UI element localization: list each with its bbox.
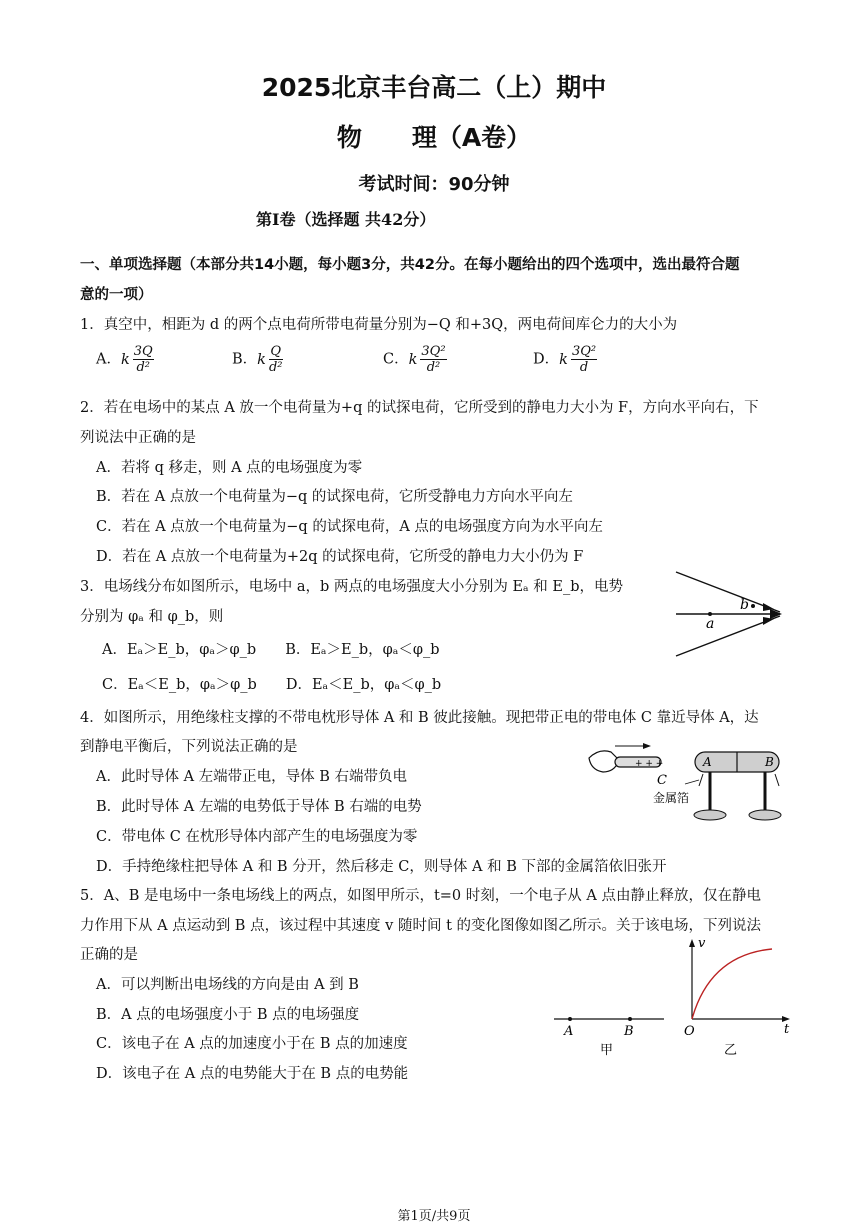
q5-stem-line2: 力作用下从 A 点运动到 B 点，该过程中其速度 v 随时间 t 的变化图像如图乙所示。关于该电场，下列说法 [80, 918, 762, 934]
q4-stem-line1: 4．如图所示，用绝缘柱支撑的不带电枕形导体 A 和 B 彼此接触。现把带正电的带电体 C 靠近导体 A，达 [80, 710, 759, 726]
arrow-right-icon [643, 743, 651, 749]
q1-option-b: B．k $\frac{Q}{\text{d²}}$ [232, 344, 283, 375]
q5-option-b: B．A 点的电场强度小于 B 点的电场强度 [96, 1007, 360, 1023]
post-base [749, 810, 781, 820]
section-heading-line2: 意的一项） [80, 287, 153, 303]
foil-right [775, 774, 779, 786]
q4-option-a: A．此时导体 A 左端带正电，导体 B 右端带负电 [96, 769, 408, 785]
q2-option-c: C．若在 A 点放一个电荷量为−q 的试探电荷，A 点的电场强度方向为水平向左 [96, 519, 603, 535]
volume-heading: 第Ⅰ卷（选择题 共42分） [256, 210, 436, 229]
q5-stem-line1: 5．A、B 是电场中一条电场线上的两点，如图甲所示，t=0 时刻，一个电子从 A 点由静止释放，仅在静电 [80, 888, 761, 904]
q3-stem-line2: 分别为 φₐ 和 φ_b，则 [80, 609, 224, 625]
label-yi: 乙 [724, 1043, 738, 1058]
q5-option-c: C．该电子在 A 点的加速度小于在 B 点的加速度 [96, 1036, 408, 1052]
plus-signs: + + + [635, 759, 664, 769]
q1-option-c: C．k $\frac{\text{3Q²}}{\text{d²}}$ [383, 344, 446, 375]
q4-option-c: C．带电体 C 在枕形导体内部产生的电场强度为零 [96, 829, 418, 845]
axis-t: t [784, 1022, 790, 1037]
q5-stem-line3: 正确的是 [80, 947, 138, 963]
label-B: B [765, 755, 774, 769]
label-a: a [706, 616, 715, 632]
q2-stem-line1: 2．若在电场中的某点 A 放一个电荷量为+q 的试探电荷，它所受到的静电力大小为 F，方向水平向右，下 [80, 400, 759, 416]
label-jia: 甲 [600, 1043, 614, 1058]
label-A: A [564, 1024, 574, 1039]
label-b: b [740, 597, 749, 613]
q3-options-row1: A．Eₐ＞E_b，φₐ＞φ_b B．Eₐ＞E_b，φₐ＜φ_b [102, 642, 440, 658]
q1-stem: 1．真空中，相距为 d 的两个点电荷所带电荷量分别为−Q 和+3Q，两电荷间库仑力的大小为 [80, 317, 678, 333]
exam-title: 2025北京丰台高二（上）期中 [261, 73, 607, 102]
q4-option-b: B．此时导体 A 左端的电势低于导体 B 右端的电势 [96, 799, 422, 815]
q5-figure [550, 935, 798, 1060]
label-A: A [703, 755, 712, 769]
q2-option-d: D．若在 A 点放一个电荷量为+2q 的试探电荷，它所受的静电力大小仍为 F [96, 549, 584, 565]
page-footer: 第1页/共9页 [397, 1209, 471, 1224]
q5-option-d: D．该电子在 A 点的电势能大于在 B 点的电势能 [96, 1066, 409, 1082]
q1-option-d: D．k $\frac{\text{3Q²}}{d}$ [533, 344, 597, 375]
q2-stem-line2: 列说法中正确的是 [80, 430, 196, 446]
q1-option-a: A．k $\frac{3Q}{\text{d²}}$ [96, 344, 153, 375]
label-B: B [624, 1024, 634, 1039]
q3-stem-line1: 3．电场线分布如图所示，电场中 a，b 两点的电场强度大小分别为 Eₐ 和 E_b，电势 [80, 579, 623, 595]
point-b [751, 604, 755, 608]
q4-option-d: D．手持绝缘柱把导体 A 和 B 分开，然后移走 C，则导体 A 和 B 下部的金属箔依旧张开 [96, 859, 667, 875]
q2-option-b: B．若在 A 点放一个电荷量为−q 的试探电荷，它所受静电力方向水平向左 [96, 489, 573, 505]
axis-v: v [698, 936, 706, 951]
foil-left [699, 774, 703, 786]
foil-label: 金属箔 [653, 791, 690, 805]
arrowhead-icon [689, 939, 695, 947]
section-heading-line1: 一、单项选择题（本部分共14小题，每小题3分，共42分。在每小题给出的四个选项中，选出最符合题 [80, 257, 740, 273]
post-base [694, 810, 726, 820]
q3-field-line-figure [670, 566, 790, 662]
subject-title: 物 理（A卷） [336, 123, 532, 152]
q5-option-a: A．可以判断出电场线的方向是由 A 到 B [96, 977, 359, 993]
axis-origin: O [684, 1024, 695, 1039]
point-A [568, 1017, 572, 1021]
v-t-curve [692, 949, 772, 1019]
point-B [628, 1017, 632, 1021]
q4-conductor-figure [585, 738, 790, 826]
exam-time: 考试时间：90分钟 [358, 174, 510, 195]
q2-option-a: A．若将 q 移走，则 A 点的电场强度为零 [96, 460, 363, 476]
label-c: C [657, 773, 667, 788]
q4-stem-line2: 到静电平衡后，下列说法正确的是 [80, 739, 298, 755]
q3-options-row2: C．Eₐ＜E_b，φₐ＞φ_b D．Eₐ＜E_b，φₐ＜φ_b [102, 677, 442, 693]
